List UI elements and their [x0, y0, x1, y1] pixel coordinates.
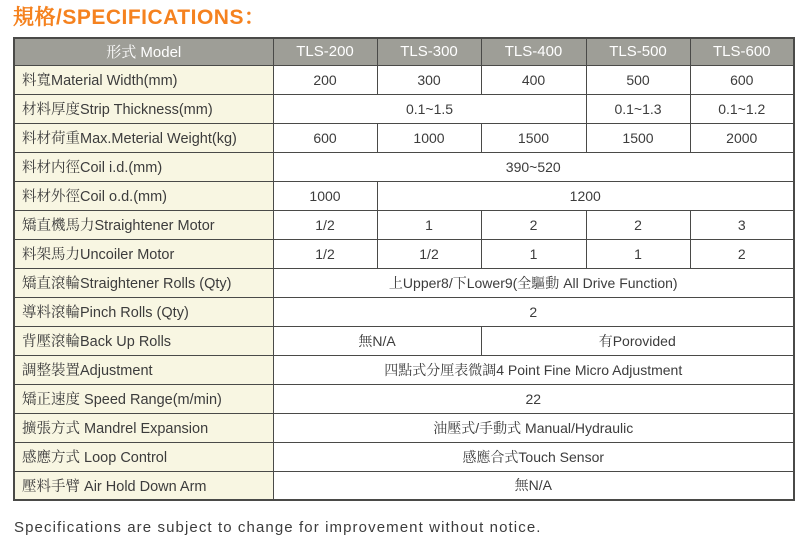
header-col-tls-500: TLS-500 — [586, 38, 690, 65]
spec-value: 1/2 — [377, 239, 481, 268]
spec-value: 有Porovided — [481, 326, 794, 355]
spec-value: 2 — [481, 210, 586, 239]
spec-row-straightener-rolls — [14, 268, 794, 297]
spec-value: 300 — [377, 65, 481, 94]
spec-value: 1200 — [377, 181, 794, 210]
page-title: 規格/SPECIFICATIONS： — [13, 6, 266, 29]
row-label: 導料滾輪Pinch Rolls (Qty) — [14, 297, 273, 326]
row-label: 材料厚度Strip Thickness(mm) — [14, 94, 273, 123]
spec-row-speed-range — [14, 384, 794, 413]
spec-row-straightener-motor — [14, 210, 794, 239]
spec-value: 400 — [481, 65, 586, 94]
spec-value: 1000 — [377, 123, 481, 152]
spec-value: 1/2 — [273, 210, 377, 239]
spec-value: 3 — [690, 210, 794, 239]
spec-value: 600 — [273, 123, 377, 152]
row-label: 矯直機馬力Straightener Motor — [14, 210, 273, 239]
spec-value: 600 — [690, 65, 794, 94]
row-label: 料材荷重Max.Meterial Weight(kg) — [14, 123, 273, 152]
row-label: 料架馬力Uncoiler Motor — [14, 239, 273, 268]
spec-row-coil-id — [14, 152, 794, 181]
spec-value: 上Upper8/下Lower9(全驅動 All Drive Function) — [273, 268, 794, 297]
row-label: 調整裝置Adjustment — [14, 355, 273, 384]
header-col-tls-600: TLS-600 — [690, 38, 794, 65]
spec-value: 2 — [586, 210, 690, 239]
row-label: 感應方式 Loop Control — [14, 442, 273, 471]
spec-value: 四點式分厘表微調4 Point Fine Micro Adjustment — [273, 355, 794, 384]
spec-value: 22 — [273, 384, 794, 413]
spec-row-strip-thickness — [14, 94, 794, 123]
row-label: 矯直滾輪Straightener Rolls (Qty) — [14, 268, 273, 297]
spec-value: 1 — [586, 239, 690, 268]
row-label: 料寬Material Width(mm) — [14, 65, 273, 94]
spec-value: 0.1~1.2 — [690, 94, 794, 123]
spec-row-max-weight — [14, 123, 794, 152]
spec-value: 0.1~1.5 — [273, 94, 586, 123]
spec-row-pinch-rolls — [14, 297, 794, 326]
spec-value: 1 — [377, 210, 481, 239]
row-label: 背壓滾輪Back Up Rolls — [14, 326, 273, 355]
spec-value: 1000 — [273, 181, 377, 210]
row-label: 料材内徑Coil i.d.(mm) — [14, 152, 273, 181]
spec-value: 2 — [690, 239, 794, 268]
spec-value: 0.1~1.3 — [586, 94, 690, 123]
header-model: 形式 Model — [14, 38, 273, 65]
header-row — [14, 38, 794, 65]
row-label: 矯正速度 Speed Range(m/min) — [14, 384, 273, 413]
spec-value: 無N/A — [273, 326, 481, 355]
specifications-table — [13, 37, 795, 501]
spec-value: 油壓式/手動式 Manual/Hydraulic — [273, 413, 794, 442]
header-col-tls-400: TLS-400 — [481, 38, 586, 65]
spec-value: 2 — [273, 297, 794, 326]
spec-row-material-width — [14, 65, 794, 94]
header-col-tls-200: TLS-200 — [273, 38, 377, 65]
spec-value: 1 — [481, 239, 586, 268]
spec-value: 500 — [586, 65, 690, 94]
spec-value: 1500 — [481, 123, 586, 152]
spec-row-back-up-rolls — [14, 326, 794, 355]
spec-value: 感應合式Touch Sensor — [273, 442, 794, 471]
spec-row-loop-control — [14, 442, 794, 471]
row-label: 料材外徑Coil o.d.(mm) — [14, 181, 273, 210]
header-col-tls-300: TLS-300 — [377, 38, 481, 65]
spec-value: 2000 — [690, 123, 794, 152]
row-label: 擴張方式 Mandrel Expansion — [14, 413, 273, 442]
spec-value: 1/2 — [273, 239, 377, 268]
spec-row-mandrel-expansion — [14, 413, 794, 442]
spec-row-adjustment — [14, 355, 794, 384]
spec-value: 390~520 — [273, 152, 794, 181]
spec-value: 無N/A — [273, 471, 794, 500]
spec-value: 200 — [273, 65, 377, 94]
spec-row-air-hold-down-arm — [14, 471, 794, 500]
spec-value: 1500 — [586, 123, 690, 152]
footer-note: Specifications are subject to change for improvement without notice. — [14, 519, 542, 536]
spec-row-coil-od — [14, 181, 794, 210]
spec-row-uncoiler-motor — [14, 239, 794, 268]
row-label: 壓料手臂 Air Hold Down Arm — [14, 471, 273, 500]
